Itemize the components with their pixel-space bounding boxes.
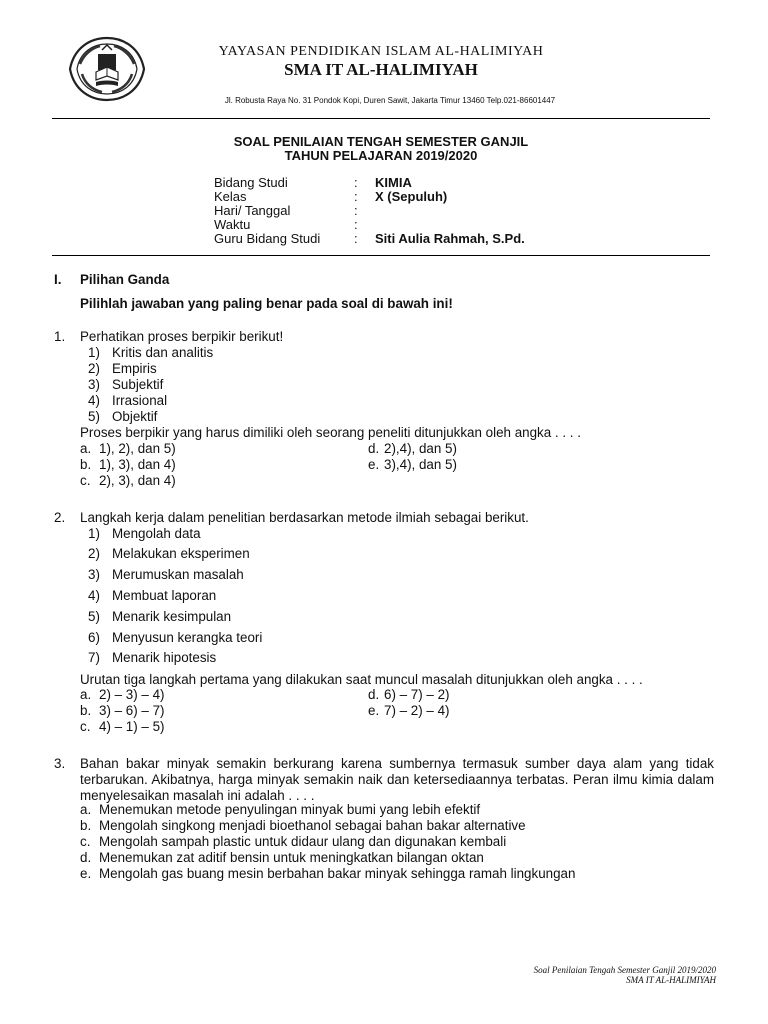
exam-year: TAHUN PELAJARAN 2019/2020 — [284, 148, 478, 163]
option-letter: c. — [80, 473, 91, 488]
info-colon: : — [354, 189, 358, 204]
answer-option-b[interactable]: 1), 3), dan 4) — [99, 457, 176, 472]
page-footer-school: SMA IT AL-HALIMIYAH — [626, 975, 716, 985]
section-title: Pilihan Ganda — [80, 272, 170, 287]
info-label: Guru Bidang Studi — [214, 231, 321, 246]
option-letter: a. — [80, 687, 92, 702]
list-item-number: 5) — [88, 409, 100, 424]
list-item: Irrasional — [112, 393, 168, 408]
answer-option-e[interactable]: 7) – 2) – 4) — [384, 703, 450, 718]
list-item: Menarik kesimpulan — [112, 609, 232, 624]
answer-option-d[interactable]: Menemukan zat aditif bensin untuk meningkatkan bilangan oktan — [99, 850, 484, 865]
info-value-subject: KIMIA — [375, 175, 412, 190]
option-letter: e. — [80, 866, 92, 881]
list-item: Kritis dan analitis — [112, 345, 214, 360]
option-letter: b. — [80, 457, 92, 472]
option-letter: e. — [368, 457, 380, 472]
list-item-number: 2) — [88, 361, 100, 376]
option-letter: d. — [368, 441, 380, 456]
option-letter: a. — [80, 802, 92, 817]
option-letter: a. — [80, 441, 92, 456]
question-text: Bahan bakar minyak semakin berkurang karena sumbernya termasuk sumber daya alam yang tidak terbarukan. Akibatnya, harga minyak semakin naik dan ketersediaannya terbatas. Peran ilmu kimia dalam menyelesaikan masalah ini adalah . . . . — [80, 756, 714, 803]
school-address: Jl. Robusta Raya No. 31 Pondok Kopi, Duren Sawit, Jakarta Timur 13460 Telp.021-86601447 — [224, 96, 556, 105]
option-letter: c. — [80, 834, 91, 849]
list-item: Menyusun kerangka teori — [112, 630, 263, 645]
answer-option-b[interactable]: Mengolah singkong menjadi bioethanol sebagai bahan bakar alternative — [99, 818, 526, 833]
answer-option-a[interactable]: Menemukan metode penyulingan minyak bumi yang lebih efektif — [99, 802, 481, 817]
option-letter: b. — [80, 703, 92, 718]
info-value-teacher: Siti Aulia Rahmah, S.Pd. — [375, 231, 525, 246]
answer-option-b[interactable]: 3) – 6) – 7) — [99, 703, 165, 718]
list-item-number: 1) — [88, 526, 100, 541]
question-number: 2. — [54, 510, 66, 525]
list-item-number: 7) — [88, 650, 100, 665]
option-letter: d. — [368, 687, 380, 702]
answer-option-c[interactable]: Mengolah sampah plastic untuk didaur ulang dan digunakan kembali — [99, 834, 507, 849]
list-item-number: 6) — [88, 630, 100, 645]
school-name: SMA IT AL-HALIMIYAH — [284, 60, 478, 79]
exam-title: SOAL PENILAIAN TENGAH SEMESTER GANJIL — [233, 134, 529, 149]
section-instruction: Pilihlah jawaban yang paling benar pada soal di bawah ini! — [80, 296, 453, 311]
info-colon: : — [354, 217, 358, 232]
page-footer: Soal Penilaian Tengah Semester Ganjil 2019/2020 — [533, 965, 716, 975]
list-item: Objektif — [112, 409, 158, 424]
list-item-number: 3) — [88, 377, 100, 392]
info-label: Kelas — [214, 189, 247, 204]
list-item-number: 4) — [88, 393, 100, 408]
answer-option-e[interactable]: 3),4), dan 5) — [384, 457, 457, 472]
list-item: Menarik hipotesis — [112, 650, 217, 665]
answer-option-d[interactable]: 6) – 7) – 2) — [384, 687, 450, 702]
answer-option-a[interactable]: 1), 2), dan 5) — [99, 441, 176, 456]
option-letter: c. — [80, 719, 91, 734]
question-text: Langkah kerja dalam penelitian berdasarkan metode ilmiah sebagai berikut. — [80, 510, 529, 525]
info-label: Hari/ Tanggal — [214, 203, 291, 218]
list-item: Melakukan eksperimen — [112, 546, 250, 561]
option-letter: d. — [80, 850, 92, 865]
list-item: Membuat laporan — [112, 588, 217, 603]
section-number: I. — [54, 272, 62, 287]
answer-option-c[interactable]: 4) – 1) – 5) — [99, 719, 165, 734]
school-logo — [66, 36, 148, 102]
answer-option-c[interactable]: 2), 3), dan 4) — [99, 473, 176, 488]
info-label: Bidang Studi — [214, 175, 288, 190]
info-value-class: X (Sepuluh) — [375, 189, 448, 204]
answer-option-e[interactable]: Mengolah gas buang mesin berbahan bakar minyak sehingga ramah lingkungan — [99, 866, 576, 881]
list-item: Empiris — [112, 361, 157, 376]
answer-option-d[interactable]: 2),4), dan 5) — [384, 441, 457, 456]
list-item: Mengolah data — [112, 526, 201, 541]
info-colon: : — [354, 231, 358, 246]
list-item-number: 4) — [88, 588, 100, 603]
list-item-number: 5) — [88, 609, 100, 624]
info-label: Waktu — [214, 217, 251, 232]
list-item-number: 1) — [88, 345, 100, 360]
option-letter: e. — [368, 703, 380, 718]
list-item-number: 2) — [88, 546, 100, 561]
question-prompt: Urutan tiga langkah pertama yang dilakukan saat muncul masalah ditunjukkan oleh angka . . . . — [80, 672, 643, 687]
question-number: 1. — [54, 329, 66, 344]
info-colon: : — [354, 175, 358, 190]
answer-option-a[interactable]: 2) – 3) – 4) — [99, 687, 165, 702]
info-colon: : — [354, 203, 358, 218]
question-text: Perhatikan proses berpikir berikut! — [80, 329, 284, 344]
question-prompt: Proses berpikir yang harus dimiliki oleh seorang peneliti ditunjukkan oleh angka . . . . — [80, 425, 581, 440]
list-item: Merumuskan masalah — [112, 567, 244, 582]
list-item: Subjektif — [112, 377, 164, 392]
option-letter: b. — [80, 818, 92, 833]
foundation-name: YAYASAN PENDIDIKAN ISLAM AL-HALIMIYAH — [218, 44, 544, 59]
question-number: 3. — [54, 756, 66, 771]
header-divider — [52, 118, 710, 119]
info-divider — [52, 255, 710, 256]
list-item-number: 3) — [88, 567, 100, 582]
